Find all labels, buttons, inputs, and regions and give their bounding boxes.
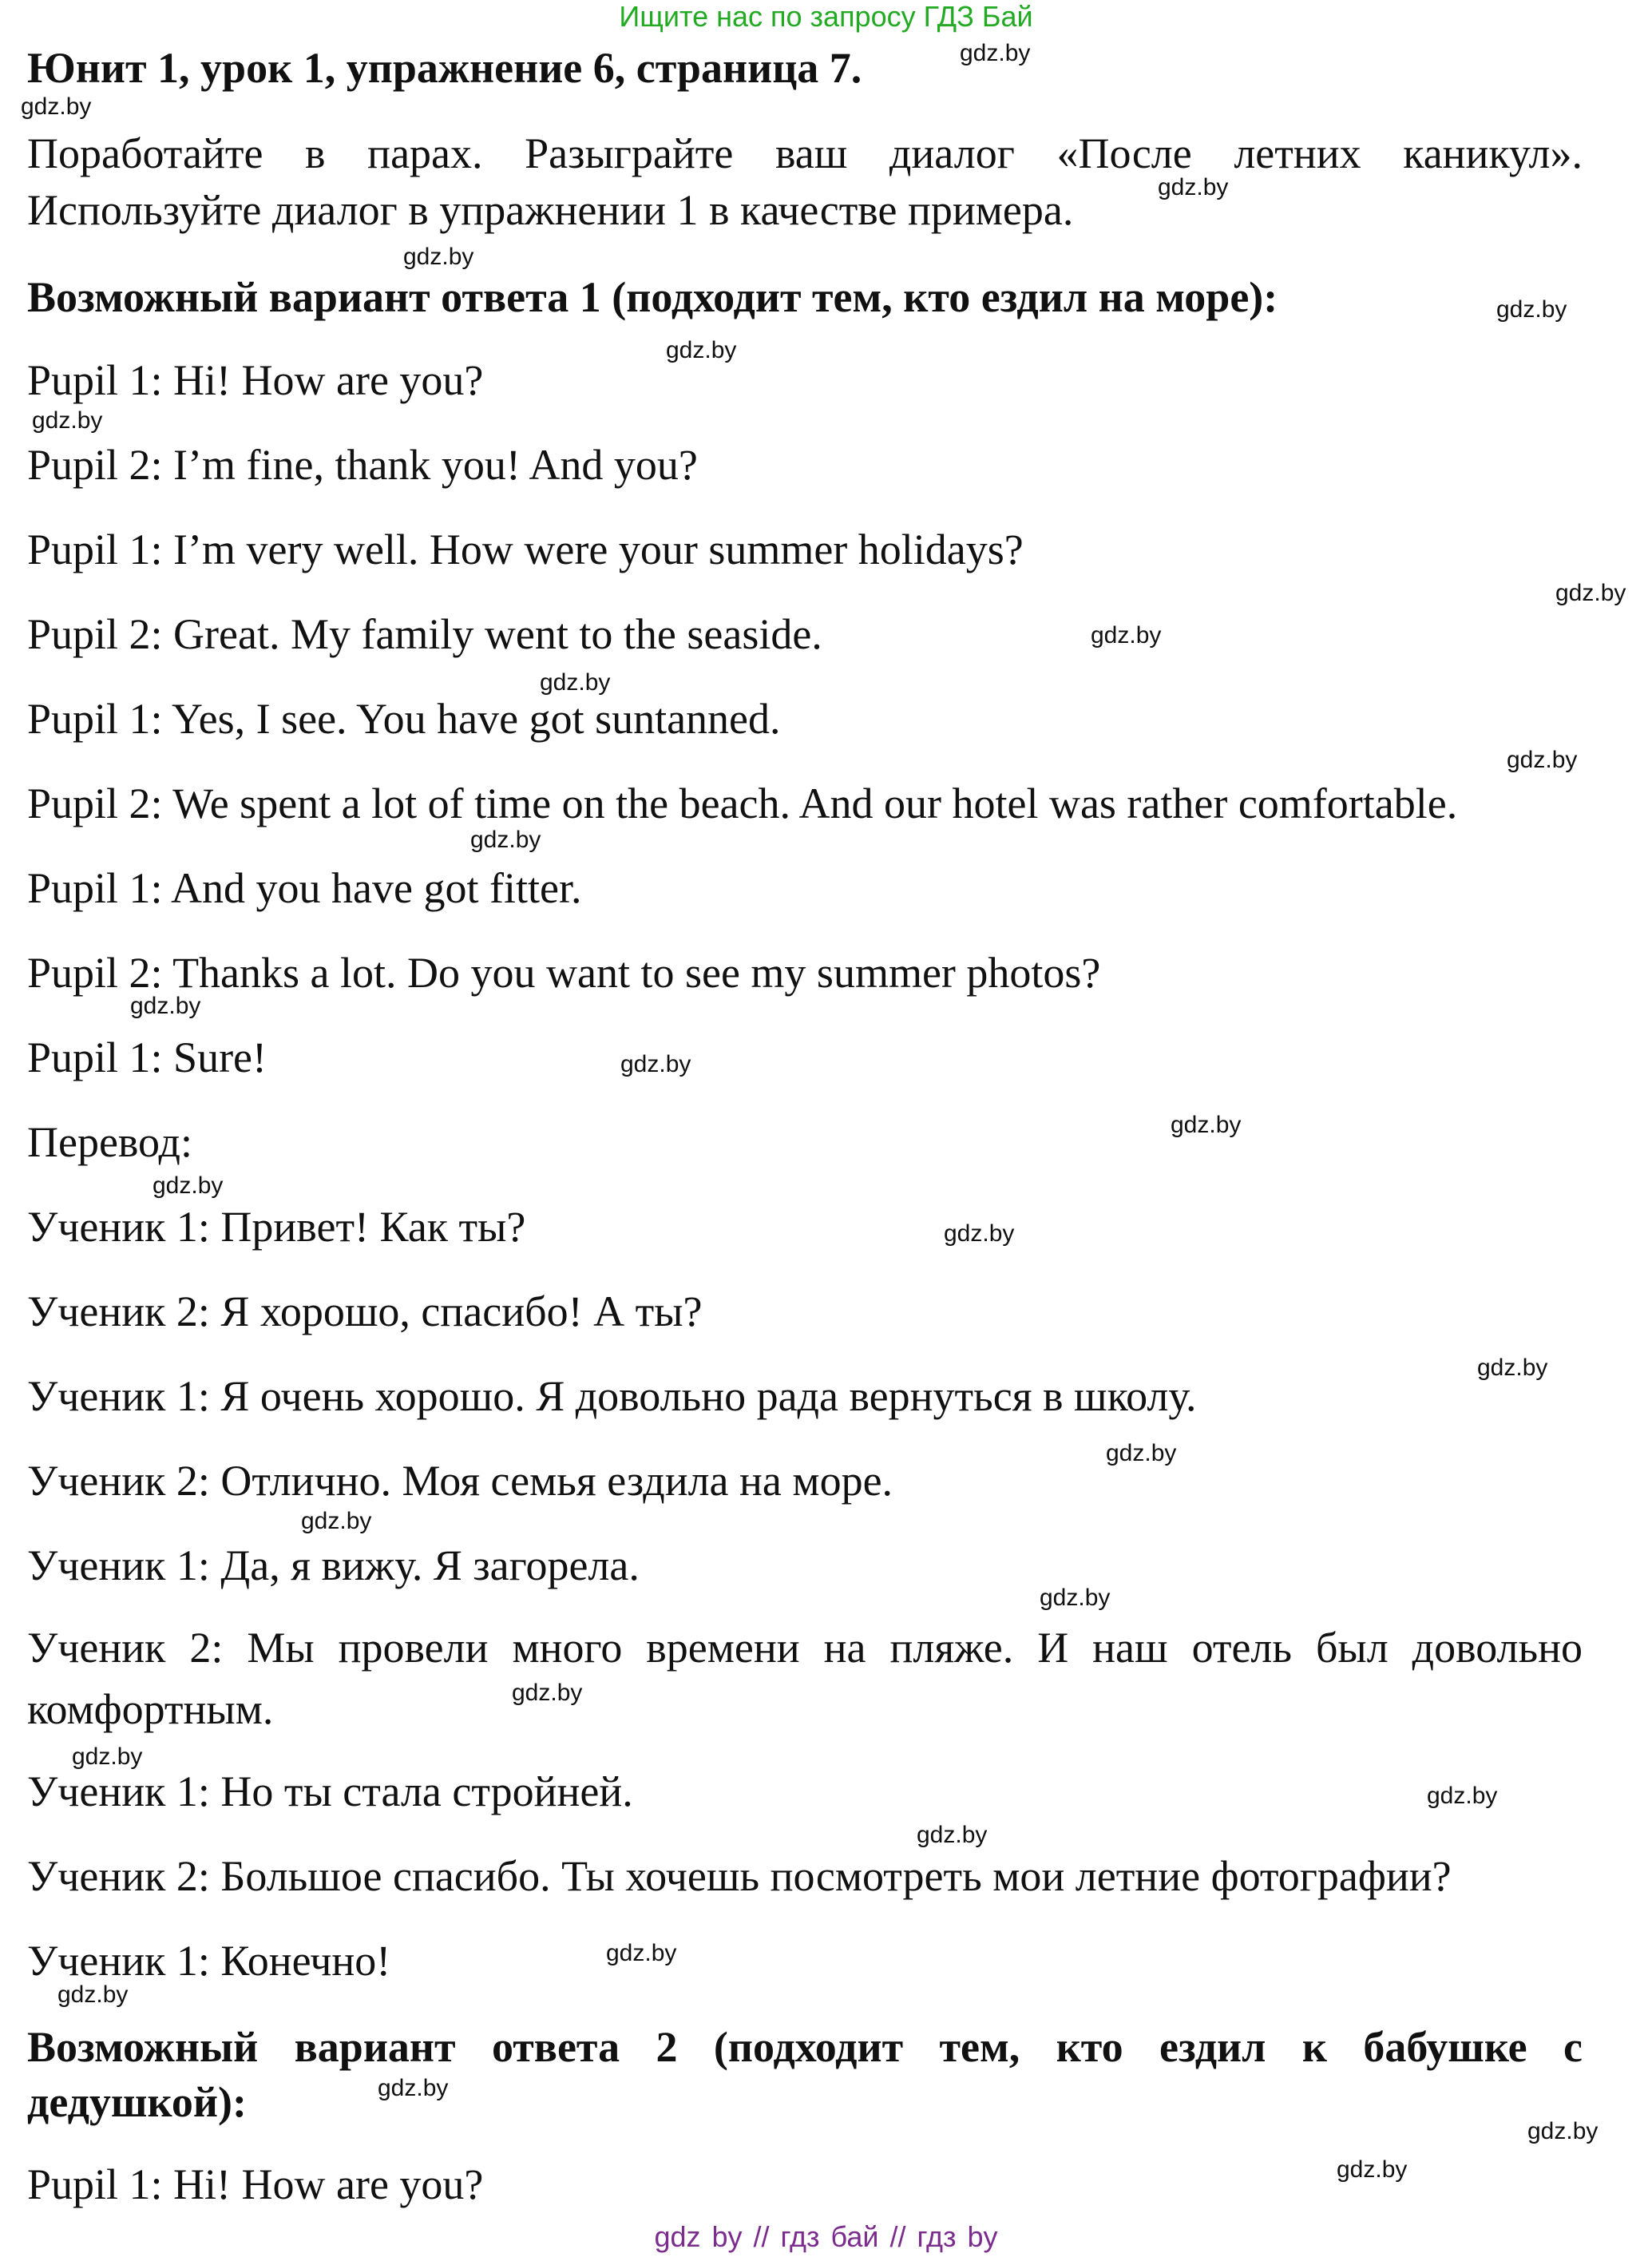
watermark: gdz.by: [1527, 2118, 1599, 2144]
watermark: gdz.by: [301, 1508, 372, 1534]
dialog-en-line-1: Pupil 1: Hi! How are you?: [27, 356, 484, 404]
watermark: gdz.by: [512, 1680, 583, 1706]
watermark: gdz.by: [1091, 622, 1162, 649]
footer-links[interactable]: gdz by // гдз бай // гдз by: [654, 2220, 998, 2253]
dialog-en-line-7: Pupil 1: And you have got fitter.: [27, 864, 582, 912]
watermark: gdz.by: [32, 407, 103, 434]
watermark: gdz.by: [72, 1743, 143, 1770]
dialog-ru-line-6-cont: комфортным.: [27, 1685, 274, 1733]
watermark: gdz.by: [960, 40, 1031, 66]
watermark: gdz.by: [1496, 296, 1567, 323]
dialog-ru-line-5: Ученик 1: Да, я вижу. Я загорела.: [27, 1541, 640, 1589]
watermark: gdz.by: [153, 1172, 224, 1199]
watermark: gdz.by: [917, 1822, 988, 1848]
watermark: gdz.by: [1427, 1783, 1498, 1809]
watermark: gdz.by: [1158, 174, 1229, 200]
dialog-en-line-8: Pupil 2: Thanks a lot. Do you want to see my summer photos?: [27, 949, 1101, 997]
watermark: gdz.by: [1106, 1440, 1177, 1466]
dialog-en-line-4: Pupil 2: Great. My family went to the seaside.: [27, 610, 822, 658]
dialog-2-line-1: Pupil 1: Hi! How are you?: [27, 2160, 484, 2208]
dialog-ru-line-9: Ученик 1: Конечно!: [27, 1937, 391, 1985]
answer-2-heading-line-2: дедушкой):: [27, 2078, 247, 2126]
watermark: gdz.by: [540, 669, 611, 696]
watermark: gdz.by: [606, 1940, 677, 1966]
dialog-ru-line-1: Ученик 1: Привет! Как ты?: [27, 1203, 526, 1251]
watermark: gdz.by: [130, 993, 201, 1019]
watermark: gdz.by: [1040, 1585, 1111, 1611]
dialog-ru-line-6: Ученик 2: Мы провели много времени на пляже. И наш отель был довольно: [27, 1624, 1583, 1672]
watermark: gdz.by: [666, 337, 737, 363]
watermark: gdz.by: [470, 827, 541, 853]
dialog-en-line-5: Pupil 1: Yes, I see. You have got suntanned.: [27, 695, 781, 743]
watermark: gdz.by: [403, 244, 474, 270]
dialog-ru-line-3: Ученик 1: Я очень хорошо. Я довольно рада вернуться в школу.: [27, 1372, 1197, 1420]
watermark: gdz.by: [944, 1220, 1015, 1247]
watermark: gdz.by: [57, 1981, 129, 2008]
dialog-ru-line-7: Ученик 1: Но ты стала стройней.: [27, 1767, 633, 1815]
dialog-en-line-6: Pupil 2: We spent a lot of time on the beach. And our hotel was rather comfortable.: [27, 779, 1458, 827]
watermark: gdz.by: [1477, 1355, 1548, 1381]
task-line-1: Поработайте в парах. Разыграйте ваш диалог «После летних каникул».: [27, 129, 1583, 177]
dialog-en-line-2: Pupil 2: I’m fine, thank you! And you?: [27, 441, 698, 489]
watermark: gdz.by: [620, 1051, 691, 1077]
page-title: Юнит 1, урок 1, упражнение 6, страница 7.: [27, 44, 862, 92]
watermark: gdz.by: [1555, 580, 1626, 606]
dialog-ru-line-2: Ученик 2: Я хорошо, спасибо! А ты?: [27, 1287, 703, 1335]
dialog-ru-line-4: Ученик 2: Отлично. Моя семья ездила на море.: [27, 1457, 893, 1505]
task-line-2: Используйте диалог в упражнении 1 в качестве примера.: [27, 186, 1074, 234]
watermark: gdz.by: [1337, 2156, 1408, 2183]
dialog-en-line-3: Pupil 1: I’m very well. How were your summer holidays?: [27, 526, 1024, 573]
dialog-en-line-9: Pupil 1: Sure!: [27, 1033, 267, 1081]
top-search-note[interactable]: Ищите нас по запросу ГДЗ Бай: [619, 0, 1033, 33]
watermark: gdz.by: [1171, 1112, 1242, 1138]
translation-label: Перевод:: [27, 1118, 192, 1166]
watermark: gdz.by: [1507, 747, 1578, 773]
dialog-ru-line-8: Ученик 2: Большое спасибо. Ты хочешь посмотреть мои летние фотографии?: [27, 1852, 1452, 1900]
answer-1-heading: Возможный вариант ответа 1 (подходит тем, кто ездил на море):: [27, 273, 1278, 321]
watermark: gdz.by: [21, 93, 92, 120]
watermark: gdz.by: [378, 2075, 449, 2101]
answer-2-heading-line-1: Возможный вариант ответа 2 (подходит тем, кто ездил к бабушке с: [27, 2023, 1583, 2071]
